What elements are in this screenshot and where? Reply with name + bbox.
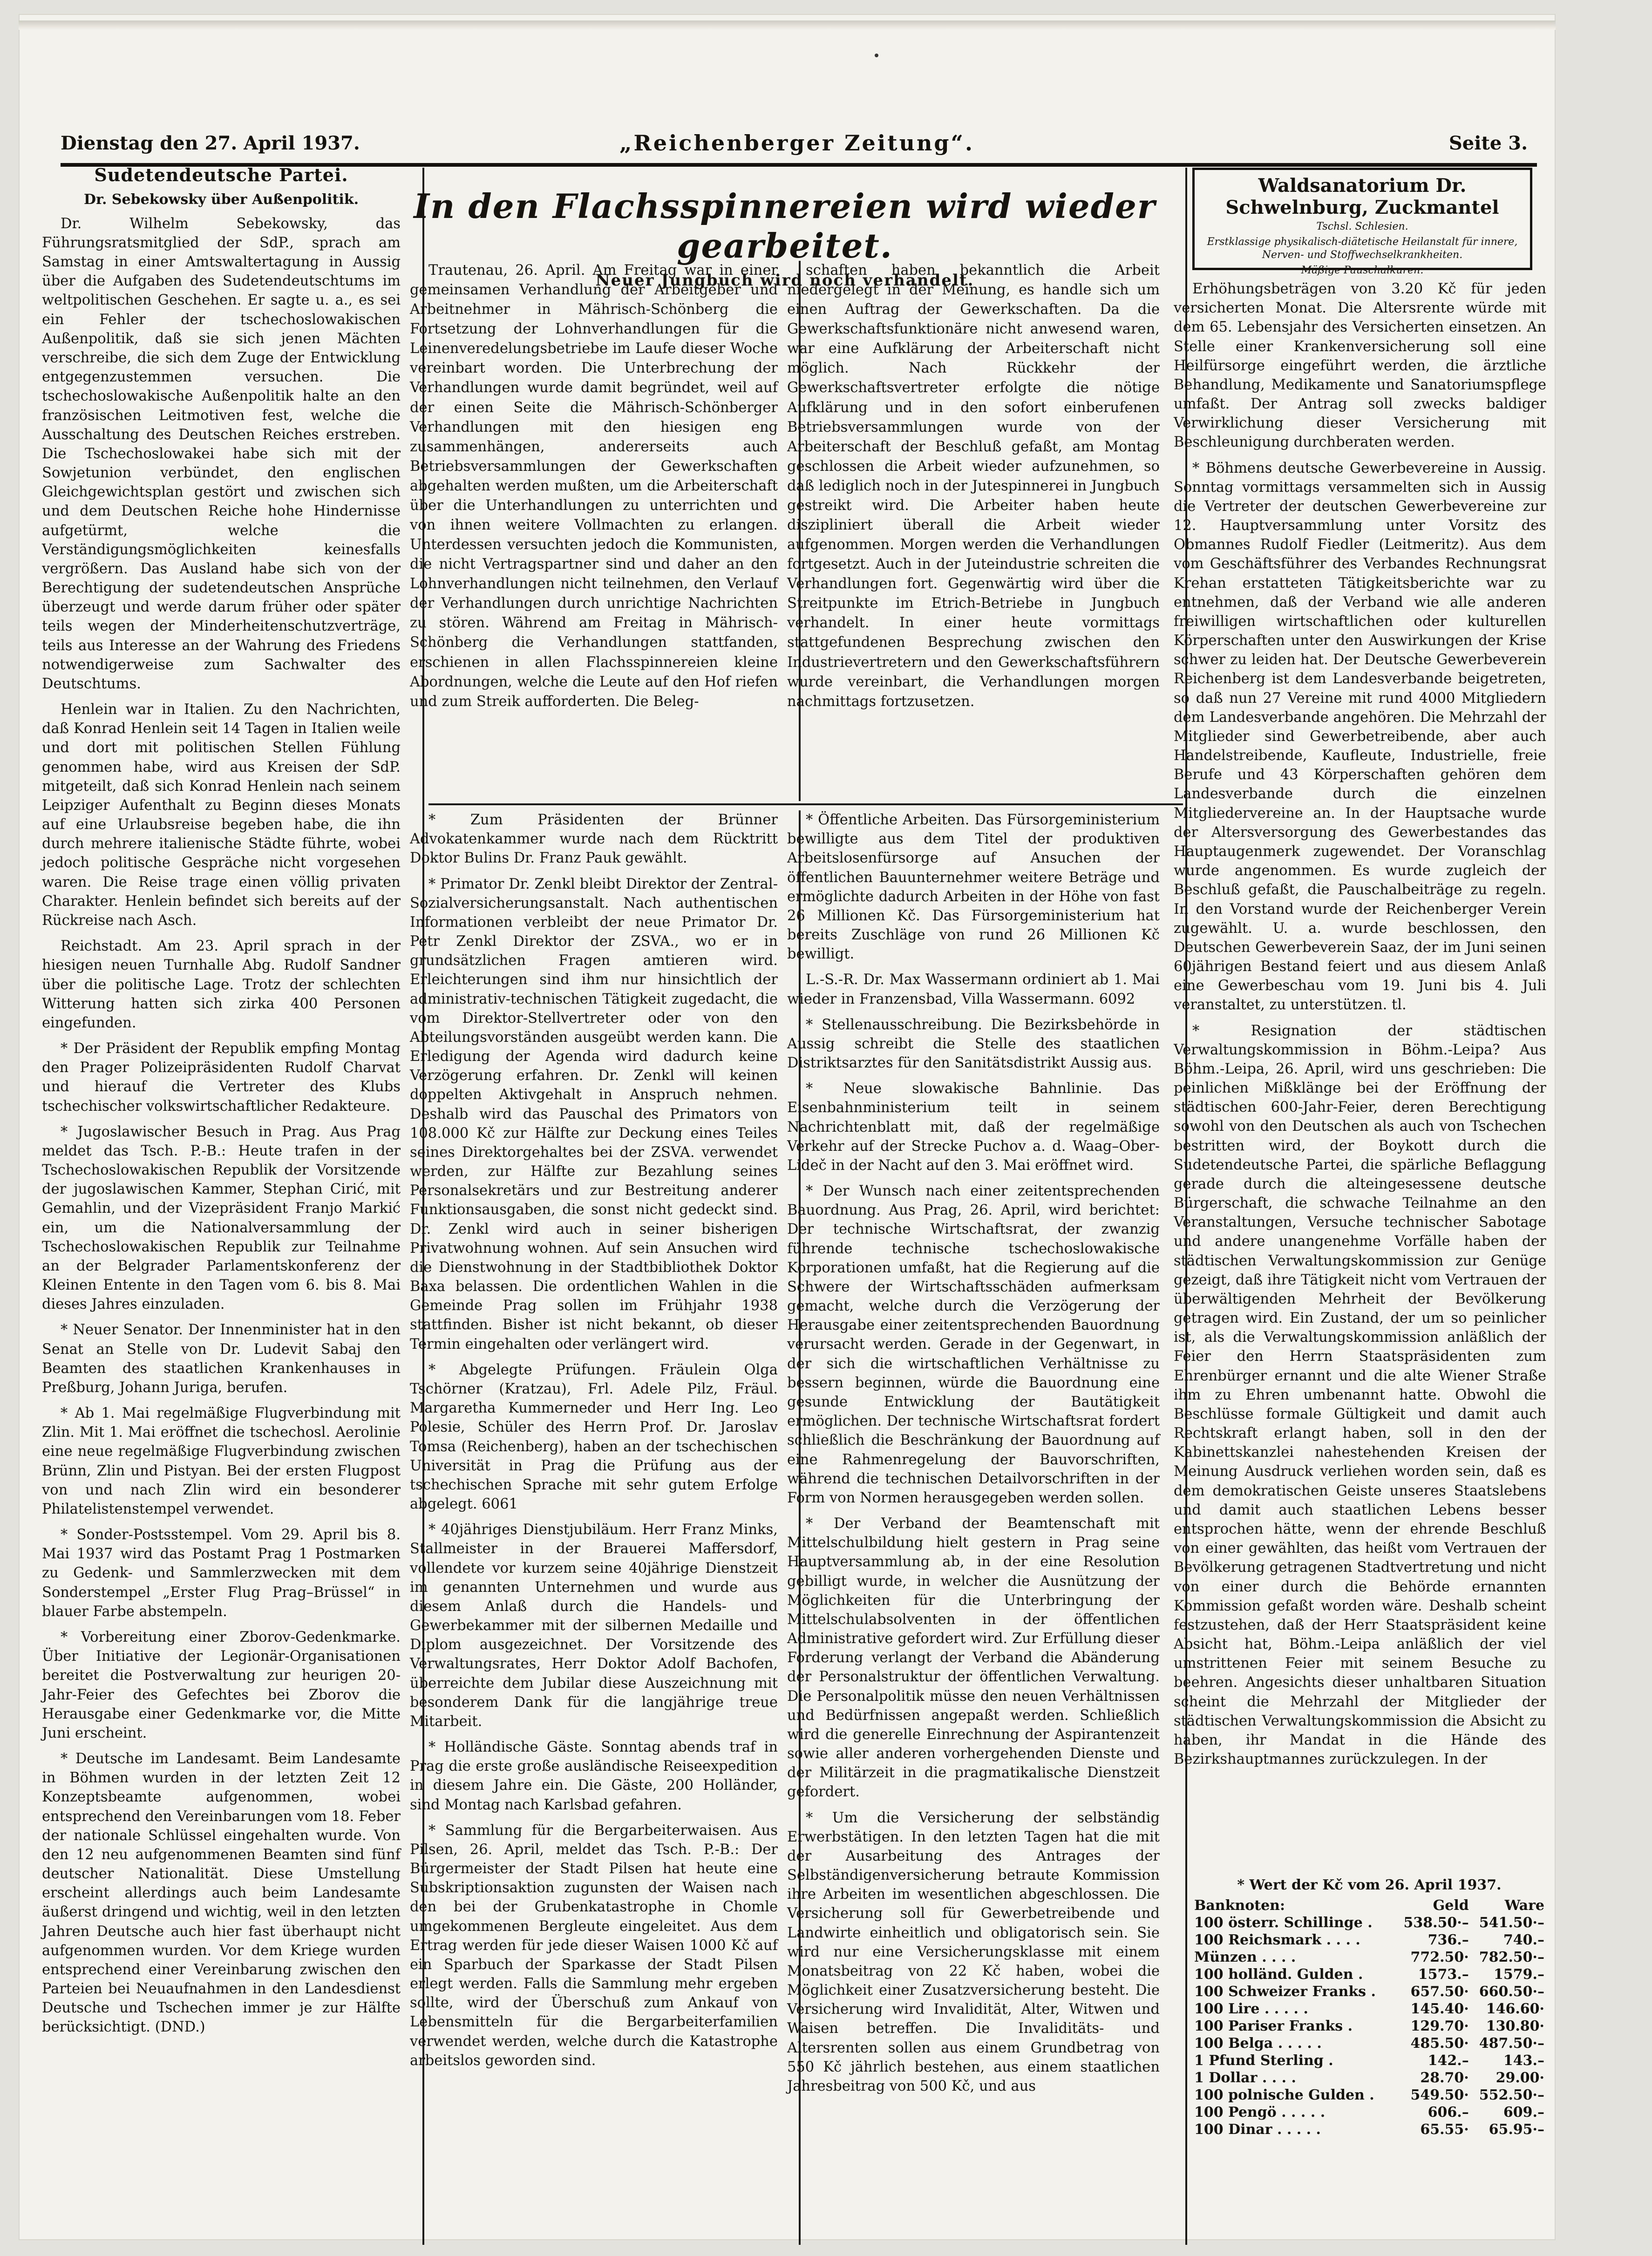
rate-currency: Münzen . . . .: [1194, 1949, 1296, 1965]
rate-currency: 100 polnische Gulden .: [1194, 2087, 1374, 2103]
rates-col-geld: Geld: [1433, 1897, 1469, 1914]
rates-row: [1192, 2018, 1546, 2035]
article-paragraph: * Holländische Gäste. Sonntag abends traf in Prag die erste große ausländische Reiseexpedition in diesem Jahre ein. Die Gäste, 200 Holländer, sind Montag nach Karlsbad gefahren.: [410, 1739, 778, 1813]
header-paper-name: „Reichenberger Zeitung“.: [619, 130, 975, 156]
rates-row: [1192, 2086, 1546, 2104]
article-paragraph: * Sonder-Postsstempel. Vom 29. April bis 8. Mai 1937 wird das Postamt Prag 1 Postmarken zu Gedenk- und Sammlerzwecken mit dem Sonderstempel „Erster Flug Prag–Brüssel“ in blauer Farbe abstempeln.: [42, 1527, 401, 1620]
rate-geld: 129.70·: [1410, 2018, 1469, 2034]
rate-ware: 541.50·–: [1479, 1915, 1544, 1931]
ink-speck: [875, 54, 878, 57]
rate-geld: 549.50·: [1410, 2087, 1469, 2103]
column-1: [42, 163, 401, 2044]
section-rule: [428, 803, 1183, 805]
rate-geld: 485.50·: [1410, 2035, 1469, 2052]
rate-currency: 1 Dollar . . . .: [1194, 2070, 1296, 2086]
rates-row: [1192, 2104, 1546, 2121]
rates-col-label: Banknoten:: [1194, 1897, 1285, 1914]
rates-row: [1192, 2121, 1546, 2138]
rate-ware: 487.50·–: [1479, 2035, 1544, 2052]
rate-currency: 100 Schweizer Franks .: [1194, 1984, 1376, 2000]
rates-col-ware: Ware: [1504, 1897, 1544, 1914]
rate-currency: 100 holländ. Gulden .: [1194, 1966, 1363, 1983]
ad-note: Mäßige Pauschalkuren.: [1301, 264, 1424, 276]
column-3: [787, 810, 1160, 2102]
ad-title: Waldsanatorium Dr. Schwelnburg, Zuckmantel: [1225, 175, 1499, 218]
article-paragraph: * Der Wunsch nach einer zeitentsprechenden Bauordnung. Aus Prag, 26. April, wird berichtet: Der technische Wirtschaftsrat, der zwanzig führende technische tschechoslowakische Korporationen umfaßt, hat die Regierung auf die Schwere der Wirtschaftsschäden aufmerksam gemacht, welche durch die Verzögerung der Herausgabe einer zeitentsprechenden Bauordnung verursacht werden. Gerade in der Gegenwart, in der sich die wirtschaftlichen Verhältnisse zu bessern beginnen, würde die Bauordnung eine gesunde Entwicklung der Bautätigkeit ermöglichen. Der technische Wirtschaftsrat fordert schließlich die Beschränkung der Bauordnung auf eine Rahmenregelung der Bauvorschriften, während die technischen Detailvorschriften in der Form von Normen herausgegeben werden sollen.: [787, 1183, 1160, 1506]
rates-row: [1192, 1931, 1546, 1949]
rate-ware: 130.80·: [1486, 2018, 1544, 2034]
rate-currency: 100 Dinar . . . . .: [1194, 2121, 1321, 2138]
article-paragraph: * Neue slowakische Bahnlinie. Das Eisenbahnministerium teilt in seinem Nachrichtenblatt mit, daß der regelmäßige Verkehr auf der Strecke Puchov a. d. Waag–Ober-Lideč in der Nacht auf den 3. Mai eröffnet wird.: [787, 1080, 1160, 1174]
header-date: Dienstag den 27. April 1937.: [61, 132, 360, 154]
article-paragraph: L.-S.-R. Dr. Max Wassermann ordiniert ab 1. Mai wieder in Franzensbad, Villa Wassermann. 6092: [787, 972, 1160, 1007]
article-paragraph: * 40jähriges Dienstjubiläum. Herr Franz Minks, Stallmeister in der Brauerei Maffersdorf, vollendete vor kurzem seine 40jährige Dienstzeit im genannten Unternehmen und wurde aus diesem Anlaß durch die Handels- und Gewerbekammer mit der silbernen Medaille und Diplom ausgezeichnet. Der Vorsitzende des Verwaltungsrates, Herr Doktor Adolf Bachofen, überreichte dem Jubilar diese Auszeichnung mit besonderem Dank für die langjährige treue Mitarbeit.: [410, 1522, 778, 1730]
article-paragraph: * Ab 1. Mai regelmäßige Flugverbindung mit Zlin. Mit 1. Mai eröffnet die tschechosl. Aerolinie eine neue regelmäßige Flugverbindung zwischen Brünn, Zlin und Pistyan. Bei der ersten Flugpost von und nach Zlin wird ein besonderer Philatelistenstempel verwendet.: [42, 1405, 401, 1517]
rate-ware: 609.–: [1503, 2104, 1544, 2120]
article-paragraph: schaften haben bekanntlich die Arbeit niedergelegt in der Meinung, es handle sich um einen Auftrag der Gewerkschaften. Da die Gewerkschaftsfunktionäre nicht anwesend waren, war eine Aufklärung der Arbeiterschaft nicht möglich. Nach Rückkehr der Gewerkschaftsvertreter erfolgte die nötige Aufklärung und in den sofort einberufenen Betriebsversammlungen wurde von der Arbeiterschaft der Beschluß gefaßt, am Montag geschlossen die Arbeit wieder aufzunehmen, so daß lediglich noch in der Jutespinnerei in Jungbuch gestreikt wird. Die Arbeiter haben heute diszipliniert überall die Arbeit wieder aufgenommen. Morgen werden die Verhandlungen fortgesetzt. Auch in der Juteindustrie schreiten die Verhandlungen fort. Gegenwärtig wird über die Streitpunkte im Etrich-Betriebe in Jungbuch verhandelt. In einer heute vormittags stattgefundenen Besprechung zwischen den Industrievertretern und den Gewerkschaftsführern wurde vereinbart, die Verhandlungen morgen nachmittags fortzusetzen.: [787, 262, 1160, 710]
article-paragraph: * Primator Dr. Zenkl bleibt Direktor der Zentral-Sozialversicherungsanstalt. Nach authentischen Informationen verbleibt der neue Primator Dr. Petr Zenkl Direktor der ZSVA., wo er in grundsätzlichen Fragen amtieren wird. Erleichterungen sind ihm nur hinsichtlich der administrativ-technischen Tätigkeit zugedacht, die vom Direktor-Stellvertreter oder von den Abteilungsvorständen ausgeübt werden kann. Die Erledigung der Agenda wird dadurch keine Verzögerung erfahren. Dr. Zenkl will keinen doppelten Aktivgehalt in Anspruch nehmen. Deshalb wird das Pauschal des Primators von 108.000 Kč zur Hälfte zur Deckung eines Teiles seines Direktorgehaltes bei der ZSVA. verwendet werden, zur Hälfte zur Bezahlung seines Personalsekretärs und zur Bestreitung anderer Funktionsausgaben, die sonst nicht gedeckt sind. Dr. Zenkl wird auch in seiner bisherigen Privatwohnung wohnen. Auf sein Ansuchen wird die Dienstwohnung in der Stadtbibliothek Doktor Baxa belassen. Die ordentlichen Wahlen in die Gemeinde Prag sollen im Frühjahr 1938 stattfinden. Bisher ist nicht bekannt, ob dieser Termin eingehalten oder verlängert wird.: [410, 876, 778, 1352]
article-paragraph: * Deutsche im Landesamt. Beim Landesamte in Böhmen wurden in der letzten Zeit 12 Konzeptsbeamte aufgenommen, wobei entsprechend den Vereinbarungen vom 18. Feber der nationale Schlüssel eingehalten wurde. Von den 12 neu aufgenommenen Beamten sind fünf deutscher Nationalität. Diese Umstellung erscheint allerdings auch beim Landesamte äußerst dringend und wichtig, weil in den letzten Jahren Deutsche auch hier fast überhaupt nicht aufgenommen wurden. Vor dem Kriege wurden entsprechend einer Vereinbarung zwischen den Parteien bei Neuaufnahmen in den Landesdienst Deutsche und Tschechen immer je zur Hälfte berücksichtigt. (DND.): [42, 1751, 401, 2036]
rate-geld: 736.–: [1428, 1932, 1469, 1948]
rate-ware: 782.50·–: [1479, 1949, 1544, 1965]
lead-headline: In den Flachsspinnereien wird wieder gearbeitet.: [414, 186, 1156, 265]
article-paragraph: Henlein war in Italien. Zu den Nachrichten, daß Konrad Henlein seit 14 Tagen in Italien weile und dort mit politischen Stellen Fühlung genommen habe, wird aus Kreisen der SdP. mitgeteilt, daß sich Konrad Henlein nach seinem Leipziger Aufenthalt zu Beginn dieses Monats auf eine Urlaubsreise begeben habe, die ihn durch mehrere italienische Städte führte, wobei jedoch politische Gespräche nicht vorgesehen waren. Die Reise trage einen völlig privaten Charakter. Henlein befindet sich bereits auf der Rückreise nach Asch.: [42, 701, 401, 929]
rate-currency: 100 Belga . . . . .: [1194, 2035, 1322, 2052]
rates-row: [1192, 2052, 1546, 2069]
article-paragraph: * Der Verband der Beamtenschaft mit Mittelschulbildung hielt gestern in Prag seine Hauptversammlung ab, in der eine Resolution gebilligt wurde, in welcher die Ausnützung der Möglichkeiten für die Unterbringung der Mittelschulabsolventen in der öffentlichen Administrative gefordert wird. Zur Erfüllung dieser Forderung verlangt der Verband die Abänderung der Personalstruktur der öffentlichen Verwaltung. Die Personalpolitik müsse den neuen Verhältnissen und Bedürfnissen angepaßt werden. Schließlich wird die generelle Einrechnung der Aspirantenzeit sowie aller anderen vorhergehenden Dienste und der Militärzeit in die pragmatikalische Dienstzeit gefordert.: [787, 1515, 1160, 1801]
article-paragraph: Erhöhungsbeträgen von 3.20 Kč für jeden versicherten Monat. Die Altersrente würde mit dem 65. Lebensjahr des Versicherten einsetzen. An Stelle einer Krankenversicherung soll eine Heilfürsorge eingeführt werden, die ärztliche Behandlung, Medikamente und Sanatoriumspflege umfaßt. Der Antrag soll zwecks baldiger Verwirklichung dieser Versicherung mit Beschleunigung durchberaten werden.: [1174, 281, 1546, 451]
article-paragraph: * Öffentliche Arbeiten. Das Fürsorgeministerium bewilligte aus dem Titel der produktiven Arbeitslosenfürsorge auf Ansuchen der öffentlichen Bauunternehmer weitere Beträge und ermöglichte dadurch Arbeiten in der Höhe von fast 26 Millionen Kč. Das Fürsorgeministerium hat bereits Zuschläge von rund 26 Millionen Kč bewilligt.: [787, 812, 1160, 963]
article-paragraph: Reichstadt. Am 23. April sprach in der hiesigen neuen Turnhalle Abg. Rudolf Sandner über die politische Lage. Trotz der schlechten Witterung hatten sich zirka 400 Personen eingefunden.: [42, 938, 401, 1031]
article-paragraph: * Der Präsident der Republik empfing Montag den Prager Polizeipräsidenten Rudolf Charvat und hierauf die Vertreter des Klubs tschechischer volkswirtschaftlicher Redakteure.: [42, 1040, 401, 1114]
section-heading: Sudetendeutsche Partei.: [94, 164, 348, 185]
rates-grid: [1192, 1897, 1546, 2138]
rate-ware: 660.50·–: [1479, 1984, 1544, 2000]
rates-row: [1192, 1966, 1546, 1983]
article-paragraph: * Resignation der städtischen Verwaltungskommission in Böhm.-Leipa? Aus Böhm.-Leipa, 26. April, wird uns geschrieben: Die peinlichen Mißklänge bei der Eröffnung der städtischen 600-Jahr-Feier, deren Berechtigung sowohl von den Deutschen als auch von Tschechen bestritten wird, der Boykott durch die Sudetendeutsche Partei, die spärliche Beflaggung gerade durch die alteingesessene deutsche Bürgerschaft, die schwache Teilnahme an den Veranstaltungen, Versuche technischer Sabotage und andere unangenehme Vorfälle haben der städtischen Verwaltungskommission zur Genüge gezeigt, daß ihre Tätigkeit nicht vom Vertrauen der überwältigenden Mehrheit der Bevölkerung getragen wird. Ein Zustand, der um so peinlicher ist, als die Verwaltungskommission anläßlich der Feier den Herrn Staatspräsidenten zum Ehrenbürger ernannt und die alte Wiener Straße ihm zu Ehren umbenannt hatte. Obwohl die Beschlüsse formale Gültigkeit und damit auch Rechtskraft erlangt haben, soll in den der Kabinettskanzlei nahestehenden Kreisen der Meinung Ausdruck verliehen worden sein, daß es dem demokratischen Geiste unseres Staatslebens und damit auch staatlichen Lebens besser entsprochen hätte, wenn der ehrende Beschluß von einer gewählten, das heißt vom Vertrauen der Bevölkerung getragenen Stadtvertretung und nicht von einer durch die Behörde ernannten Kommission gefaßt worden wäre. Deshalb scheint festzustehen, daß der Herr Staatspräsident keine Absicht hat, Böhm.-Leipa anläßlich der viel umstrittenen Feier mit seinem Besuche zu beehren. Angesichts dieser unhaltbaren Situation scheint die Mehrzahl der Mitglieder der städtischen Verwaltungskommission die Absicht zu haben, ihr Mandat in die Hände des Bezirkshauptmannes zurückzulegen. In der: [1174, 1022, 1546, 1768]
rates-row: [1192, 2000, 1546, 2018]
rates-row: [1192, 1983, 1546, 2000]
sanatorium-advertisement: [1192, 168, 1532, 276]
rates-header-row: [1192, 1897, 1546, 1914]
rate-geld: 28.70·: [1420, 2070, 1469, 2086]
article-paragraph: * Sammlung für die Bergarbeiterwaisen. Aus Pilsen, 26. April, meldet das Tsch. P.-B.: Der Bürgermeister der Stadt Pilsen hat heute eine Subskriptionsaktion zugunsten der Waisen nach den bei der Grubenkatastrophe in Chomle umgekommenen Bergleute eingeleitet. Aus dem Ertrag werden für jede dieser Waisen 1000 Kč auf ein Sparbuch der Sparkasse der Stadt Pilsen erlegt werden. Falls die Sammlung mehr ergeben sollte, wird der Überschuß zum Ankauf von Lebensmitteln für die Bergarbeiterfamilien verwendet werden, welche durch die Katastrophe arbeitslos geworden sind.: [410, 1822, 778, 2069]
header-page-number: Seite 3.: [1448, 132, 1528, 154]
rate-geld: 538.50·–: [1403, 1915, 1469, 1931]
article-paragraph: * Stellenausschreibung. Die Bezirksbehörde in Aussig schreibt die Stelle des staatlichen Distriktsarztes für den Sanitätsdistrikt Aussig aus.: [787, 1016, 1160, 1072]
rate-currency: 100 österr. Schillinge .: [1194, 1915, 1373, 1931]
ad-location: Tschsl. Schlesien.: [1316, 221, 1408, 232]
rate-ware: 1579.–: [1494, 1966, 1544, 1983]
rate-ware: 143.–: [1503, 2052, 1544, 2069]
article-paragraph: * Jugoslawischer Besuch in Prag. Aus Prag meldet das Tsch. P.-B.: Heute trafen in der Tschechoslowakischen Republik der Vorsitzende der jugoslawischen Kammer, Stephan Cirić, mit Gemahlin, und der Vizepräsident Franjo Markić ein, um die Nationalversammlung der Tschechoslowakischen Republik zur Teilnahme an der Belgrader Parlamentskonferenz der Kleinen Entente in den Tagen vom 6. bis 8. Mai dieses Jahres einzuladen.: [42, 1123, 401, 1313]
rates-row: [1192, 1914, 1546, 1931]
rate-geld: 1573.–: [1418, 1966, 1469, 1983]
rate-ware: 740.–: [1503, 1932, 1544, 1948]
rate-geld: 65.55·: [1420, 2121, 1469, 2138]
lead-subheadline: Neuer Jungbuch wird noch verhandelt.: [595, 271, 974, 290]
rate-geld: 142.–: [1428, 2052, 1469, 2069]
rate-currency: 100 Lire . . . . .: [1194, 2001, 1308, 2017]
rates-row: [1192, 2069, 1546, 2086]
article-paragraph: * Neuer Senator. Der Innenminister hat in den Senat an Stelle von Dr. Ludevit Sabaj den Beamten des staatlichen Krankenhauses in Preßburg, Johann Juriga, berufen.: [42, 1322, 401, 1396]
column-2: [410, 810, 778, 2077]
article-paragraph: * Abgelegte Prüfungen. Fräulein Olga Tschörner (Kratzau), Frl. Adele Pilz, Fräul. Margaretha Kummerneder und Herr Ing. Leo Polesie, Schüler des Herrn Prof. Dr. Jaroslav Tomsa (Reichenberg), haben an der tschechischen Universität in Prag die Prüfung aus der tschechischen Sprache mit sehr gutem Erfolge abgelegt. 6061: [410, 1361, 778, 1513]
rates-row: [1192, 2035, 1546, 2052]
article-subheading: Dr. Sebekowsky über Außenpolitik.: [83, 191, 359, 208]
rate-currency: 100 Pengö . . . . .: [1194, 2104, 1326, 2120]
article-paragraph: * Um die Versicherung der selbständig Erwerbstätigen. In den letzten Tagen hat die mit der Ausarbeitung des Antrages der Selbständigenversicherung betraute Kommission ihre Arbeiten im wesentlichen abgeschlossen. Die Versicherung soll für Gewerbetreibende und Landwirte einheitlich und obligatorisch sein. Sie wird nur eine Versicherungsklasse mit einem Monatsbeitrag von 22 Kč haben, wobei die Möglichkeit einer Zusatzversicherung besteht. Die Versicherung wird Invalidität, Alter, Witwen und Waisen betreffen. Die Invaliditäts- und Altersrenten sollen aus einem Grundbetrag von 550 Kč jährlich bestehen, aus einem staatlichen Jahresbeitrag von 500 Kč, und aus: [787, 1809, 1160, 2094]
rate-geld: 145.40·: [1410, 2001, 1469, 2017]
paper-fold: [19, 20, 1556, 30]
rate-geld: 772.50·: [1410, 1949, 1469, 1965]
rate-ware: 146.60·: [1486, 2001, 1544, 2017]
lead-article-right: [787, 261, 1160, 718]
rate-currency: 100 Reichsmark . . . .: [1194, 1932, 1360, 1948]
article-paragraph: * Böhmens deutsche Gewerbevereine in Aussig. Sonntag vormittags versammelten sich in Aussig die Vertreter der deutschen Gewerbevereine zur 12. Hauptversammlung unter Vorsitz des Obmannes Rudolf Fiedler (Leitmeritz). Aus dem vom Geschäftsführer des Verbandes Rechnungsrat Krehan erstatteten Tätigkeitsberichte war zu entnehmen, daß der Verband wie alle anderen freiwilligen wirtschaftlichen oder kulturellen Körperschaften unter den Auswirkungen der Krise schwer zu leiden hat. Der Deutsche Gewerbeverein Reichenberg ist dem Landesverbande beigetreten, so daß nun 27 Vereine mit rund 4000 Mitgliedern dem Landesverbande angehören. Die Mehrzahl der Mitglieder sind Gewerbetreibende, aber auch Handelstreibende, Kaufleute, Industrielle, freie Berufe und 43 Körperschaften gehören dem Landesverbande durch die einzelnen Mitgliedervereine an. In der Hauptsache wurde der Altersversorgung des Gewerbestandes das Hauptaugenmerk zugewendet. Der Voranschlag wurde angenommen. Es wurde zugleich der Beschluß gefaßt, die Pauschalbeiträge zu regeln. In den Vorstand wurde der Reichenberger Verein zugewählt. U. a. wurde beschlossen, den Deutschen Gewerbeverein Saaz, der im Juni seinen 60jährigen Bestand feiert und aus diesem Anlaß eine Gewerbeschau vom 19. Juni bis 4. Juli veranstaltet, zu unterstützen. tl.: [1174, 460, 1546, 1013]
rate-ware: 65.95·–: [1489, 2121, 1544, 2138]
article-paragraph: * Zum Präsidenten der Brünner Advokatenkammer wurde nach dem Rücktritt Doktor Bulins Dr. Franz Pauk gewählt.: [410, 812, 778, 867]
rate-geld: 657.50·: [1410, 1984, 1469, 2000]
rate-ware: 552.50·–: [1479, 2087, 1544, 2103]
lead-article-left: [410, 261, 778, 718]
page-header: [61, 126, 1537, 167]
exchange-rates-table: [1192, 1877, 1546, 2138]
rates-row: [1192, 1949, 1546, 1966]
rates-title: * Wert der Kč vom 26. April 1937.: [1237, 1877, 1502, 1893]
rate-currency: 1 Pfund Sterling .: [1194, 2052, 1333, 2069]
column-4: [1174, 279, 1546, 1775]
rate-geld: 606.–: [1428, 2104, 1469, 2120]
ad-description: Erstklassige physikalisch-diätetische Heilanstalt für innere, Nerven- und Stoffwechselkrankheiten.: [1207, 236, 1518, 261]
article-paragraph: Dr. Wilhelm Sebekowsky, das Führungsratsmitglied der SdP., sprach am Samstag in einer Amtswaltertagung in Aussig über die Aufgaben des Sudetendeutschtums im weltpolitischen Geschehen. Er sagte u. a., es sei ein Fehler der tschechoslowakischen Außenpolitik, daß sie sich jenen Mächten verschreibe, die sich dem Zuge der Entwicklung entgegenzustemmen versuchen. Die tschechoslowakische Außenpolitik halte an den französischen Leitmotiven fest, welche die Ausschaltung des Deutschen Reiches erstreben. Die Tschechoslowakei habe sich mit der Sowjetunion verbündet, den englischen Gleichgewichtsplan gestört und zwischen sich und dem Deutschen Reiche hohe Hindernisse aufgetürmt, welche die Verständigungsmöglichkeiten keinesfalls vergrößern. Das Ausland habe sich von der Berechtigung der sudetendeutschen Ansprüche überzeugt und werde darum früher oder später teils wegen der Minderheitenschutzverträge, teils aus Interesse an der Wahrung des Friedens notwendigerweise zum Sachwalter des Deutschtums.: [42, 215, 401, 692]
rate-ware: 29.00·: [1496, 2070, 1544, 2086]
article-paragraph: Trautenau, 26. April. Am Freitag war in einer gemeinsamen Verhandlung der Arbeitgeber und Arbeitnehmer in Mährisch-Schönberg die Fortsetzung der Lohnverhandlungen für die Leinenveredelungsbetriebe im Laufe dieser Woche vereinbart worden. Die Unterbrechung der Verhandlungen wurde damit begründet, weil auf der einen Seite die Mährisch-Schönberger Verhandlungen mit den hiesigen eng zusammenhängen, andererseits auch Betriebsversammlungen der Gewerkschaften abgehalten werden mußten, um die Arbeiterschaft über die Unterhandlungen zu unterrichten und von ihnen weitere Vollmachten zu erlangen. Unterdessen versuchten jedoch die Kommunisten, die nicht Vertragspartner sind und daher an den Lohnverhandlungen nicht teilnehmen, den Verlauf der Verhandlungen durch unrichtige Nachrichten zu stören. Während am Freitag in Mährisch-Schönberg die Verhandlungen stattfanden, erschienen in allen Flachsspinnereien kleine Abordnungen, welche die Leute auf den Hof riefen und zum Streik aufforderten. Die Beleg-: [410, 262, 778, 710]
article-paragraph: * Vorbereitung einer Zborov-Gedenkmarke. Über Initiative der Legionär-Organisationen bereitet die Postverwaltung zur heurigen 20-Jahr-Feier des Gefechtes bei Zborov die Herausgabe einer Gedenkmarke vor, die Mitte Juni erscheint.: [42, 1629, 401, 1741]
rate-currency: 100 Pariser Franks .: [1194, 2018, 1353, 2034]
